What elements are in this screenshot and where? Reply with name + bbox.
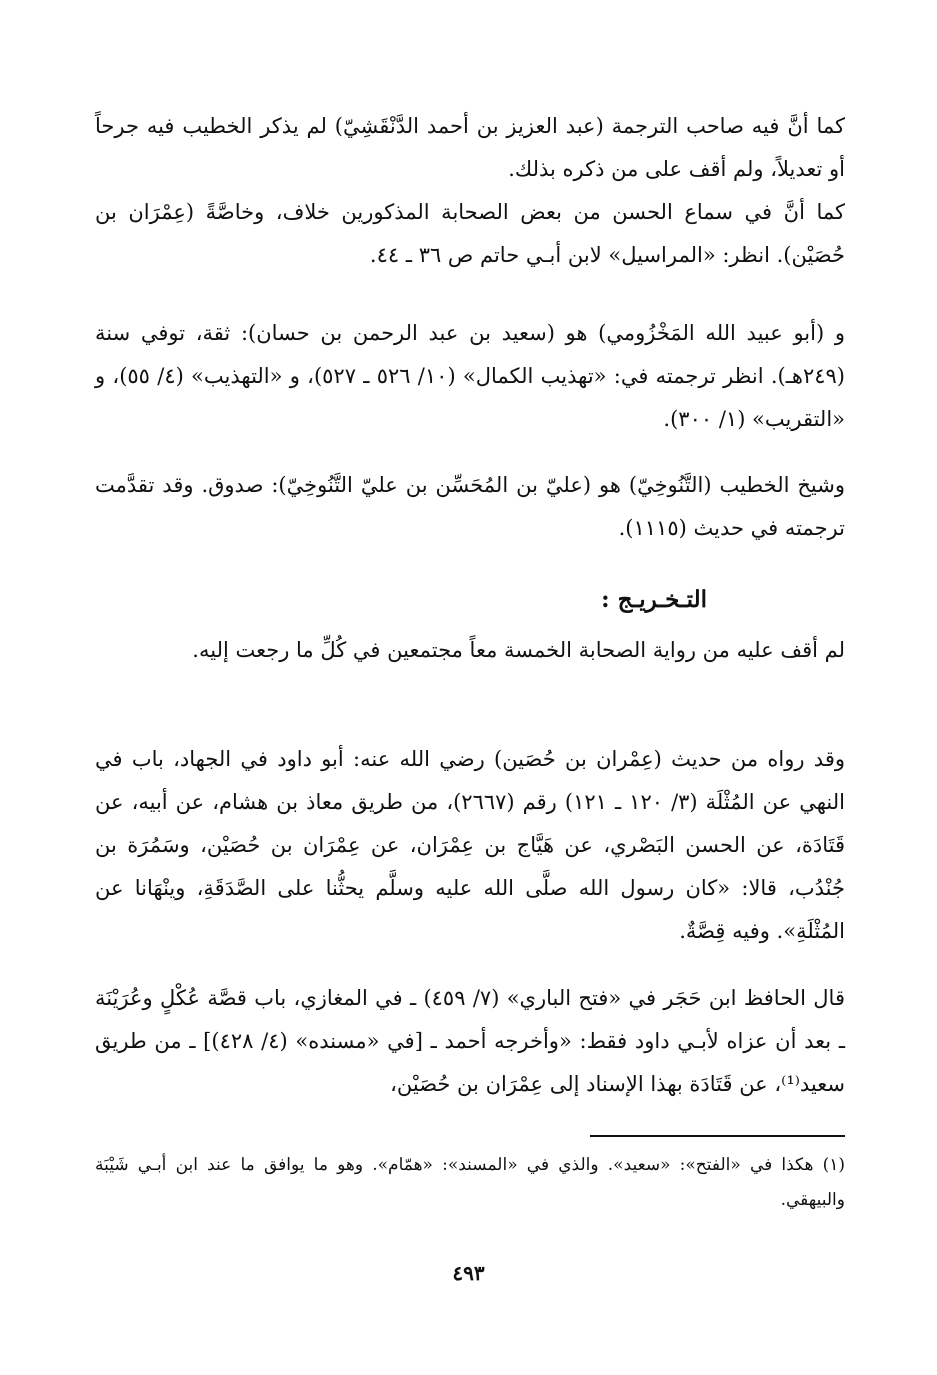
- paragraph: وشيخ الخطيب (التَّنُوخِيّ) هو (عليّ بن المُحَسِّن بن عليّ التَّنُوخِيّ): صدوق. وقد تقدَّمت ترجمته في حديث (١١١٥).: [95, 473, 845, 540]
- paragraph: كما أنَّ فيه صاحب الترجمة (عبد العزيز بن أحمد الدَّنْقَشِيّ) لم يذكر الخطيب فيه جرحاً أو تعديلاً، ولم أقف على من ذكره بذلك.: [95, 114, 845, 181]
- paragraph: كما أنَّ في سماع الحسن من بعض الصحابة المذكورين خلاف، وخاصَّةً (عِمْرَان بن حُصَيْن). انظر: «المراسيل» لابن أبـي حاتم ص ٣٦ ـ ٤٤.: [95, 200, 845, 267]
- paragraph-block: [95, 105, 845, 277]
- paragraph-block: [95, 629, 845, 672]
- paragraph: لم أقف عليه من رواية الصحابة الخمسة معاً مجتمعين في كُلِّ ما رجعت إليه.: [192, 638, 845, 662]
- paragraph-block: [95, 464, 845, 550]
- page-number: ٤٩٣: [452, 1261, 485, 1285]
- paragraph: وقد رواه من حديث (عِمْران بن حُصَين) رضي الله عنه: أبو داود في الجهاد، باب في النهي عن المُثْلَة (٣/ ١٢٠ ـ ١٢١) رقم (٢٦٦٧)، من طريق معاذ بن هشام، عن أبيه، عن قَتَادَة، عن الحسن البَصْري، عن هَيَّاج بن عِمْرَان، عن عِمْرَان بن حُصَيْن، وسَمُرَة بن جُنْدُب، قالا: «كان رسول الله صلَّى الله عليه وسلَّم يحثُّنا على الصَّدَقَةِ، وينْهَانا عن المُثْلَةِ». وفيه قِصَّةٌ.: [95, 747, 845, 943]
- footnote-divider: [590, 1135, 845, 1137]
- section-heading: التـخـريـج :: [601, 586, 707, 613]
- paragraph: قال الحافظ ابن حَجَر في «فتح الباري» (٧/ ٤٥٩) ـ في المغازي، باب قصَّة عُكْلٍ وعُرَيْنَة ـ بعد أن عزاه لأبـي داود فقط: «وأخرجه أحمد ـ [في «مسنده» (٤/ ٤٢٨)] ـ من طريق سعيد⁽¹⁾، عن قَتَادَة بهذا الإسناد إلى عِمْرَان بن حُصَيْن،: [95, 986, 845, 1096]
- paragraph-block: [95, 977, 845, 1106]
- footnote: (١) هكذا في «الفتح»: «سعيد». والذي في «المسند»: «همّام». وهو ما يوافق ما عند ابن أبـي شَيْبَة والبيهقي.: [95, 1155, 845, 1210]
- paragraph-block: [95, 312, 845, 441]
- paragraph: و (أبو عبيد الله المَخْزُومي) هو (سعيد بن عبد الرحمن بن حسان): ثقة، توفي سنة (٢٤٩هـ). انظر ترجمته في: «تهذيب الكمال» (١٠/ ٥٢٦ ـ ٥٢٧)، و «التهذيب» (٤/ ٥٥)، و «التقريب» (١/ ٣٠٠).: [95, 321, 845, 431]
- paragraph-block: [95, 738, 845, 953]
